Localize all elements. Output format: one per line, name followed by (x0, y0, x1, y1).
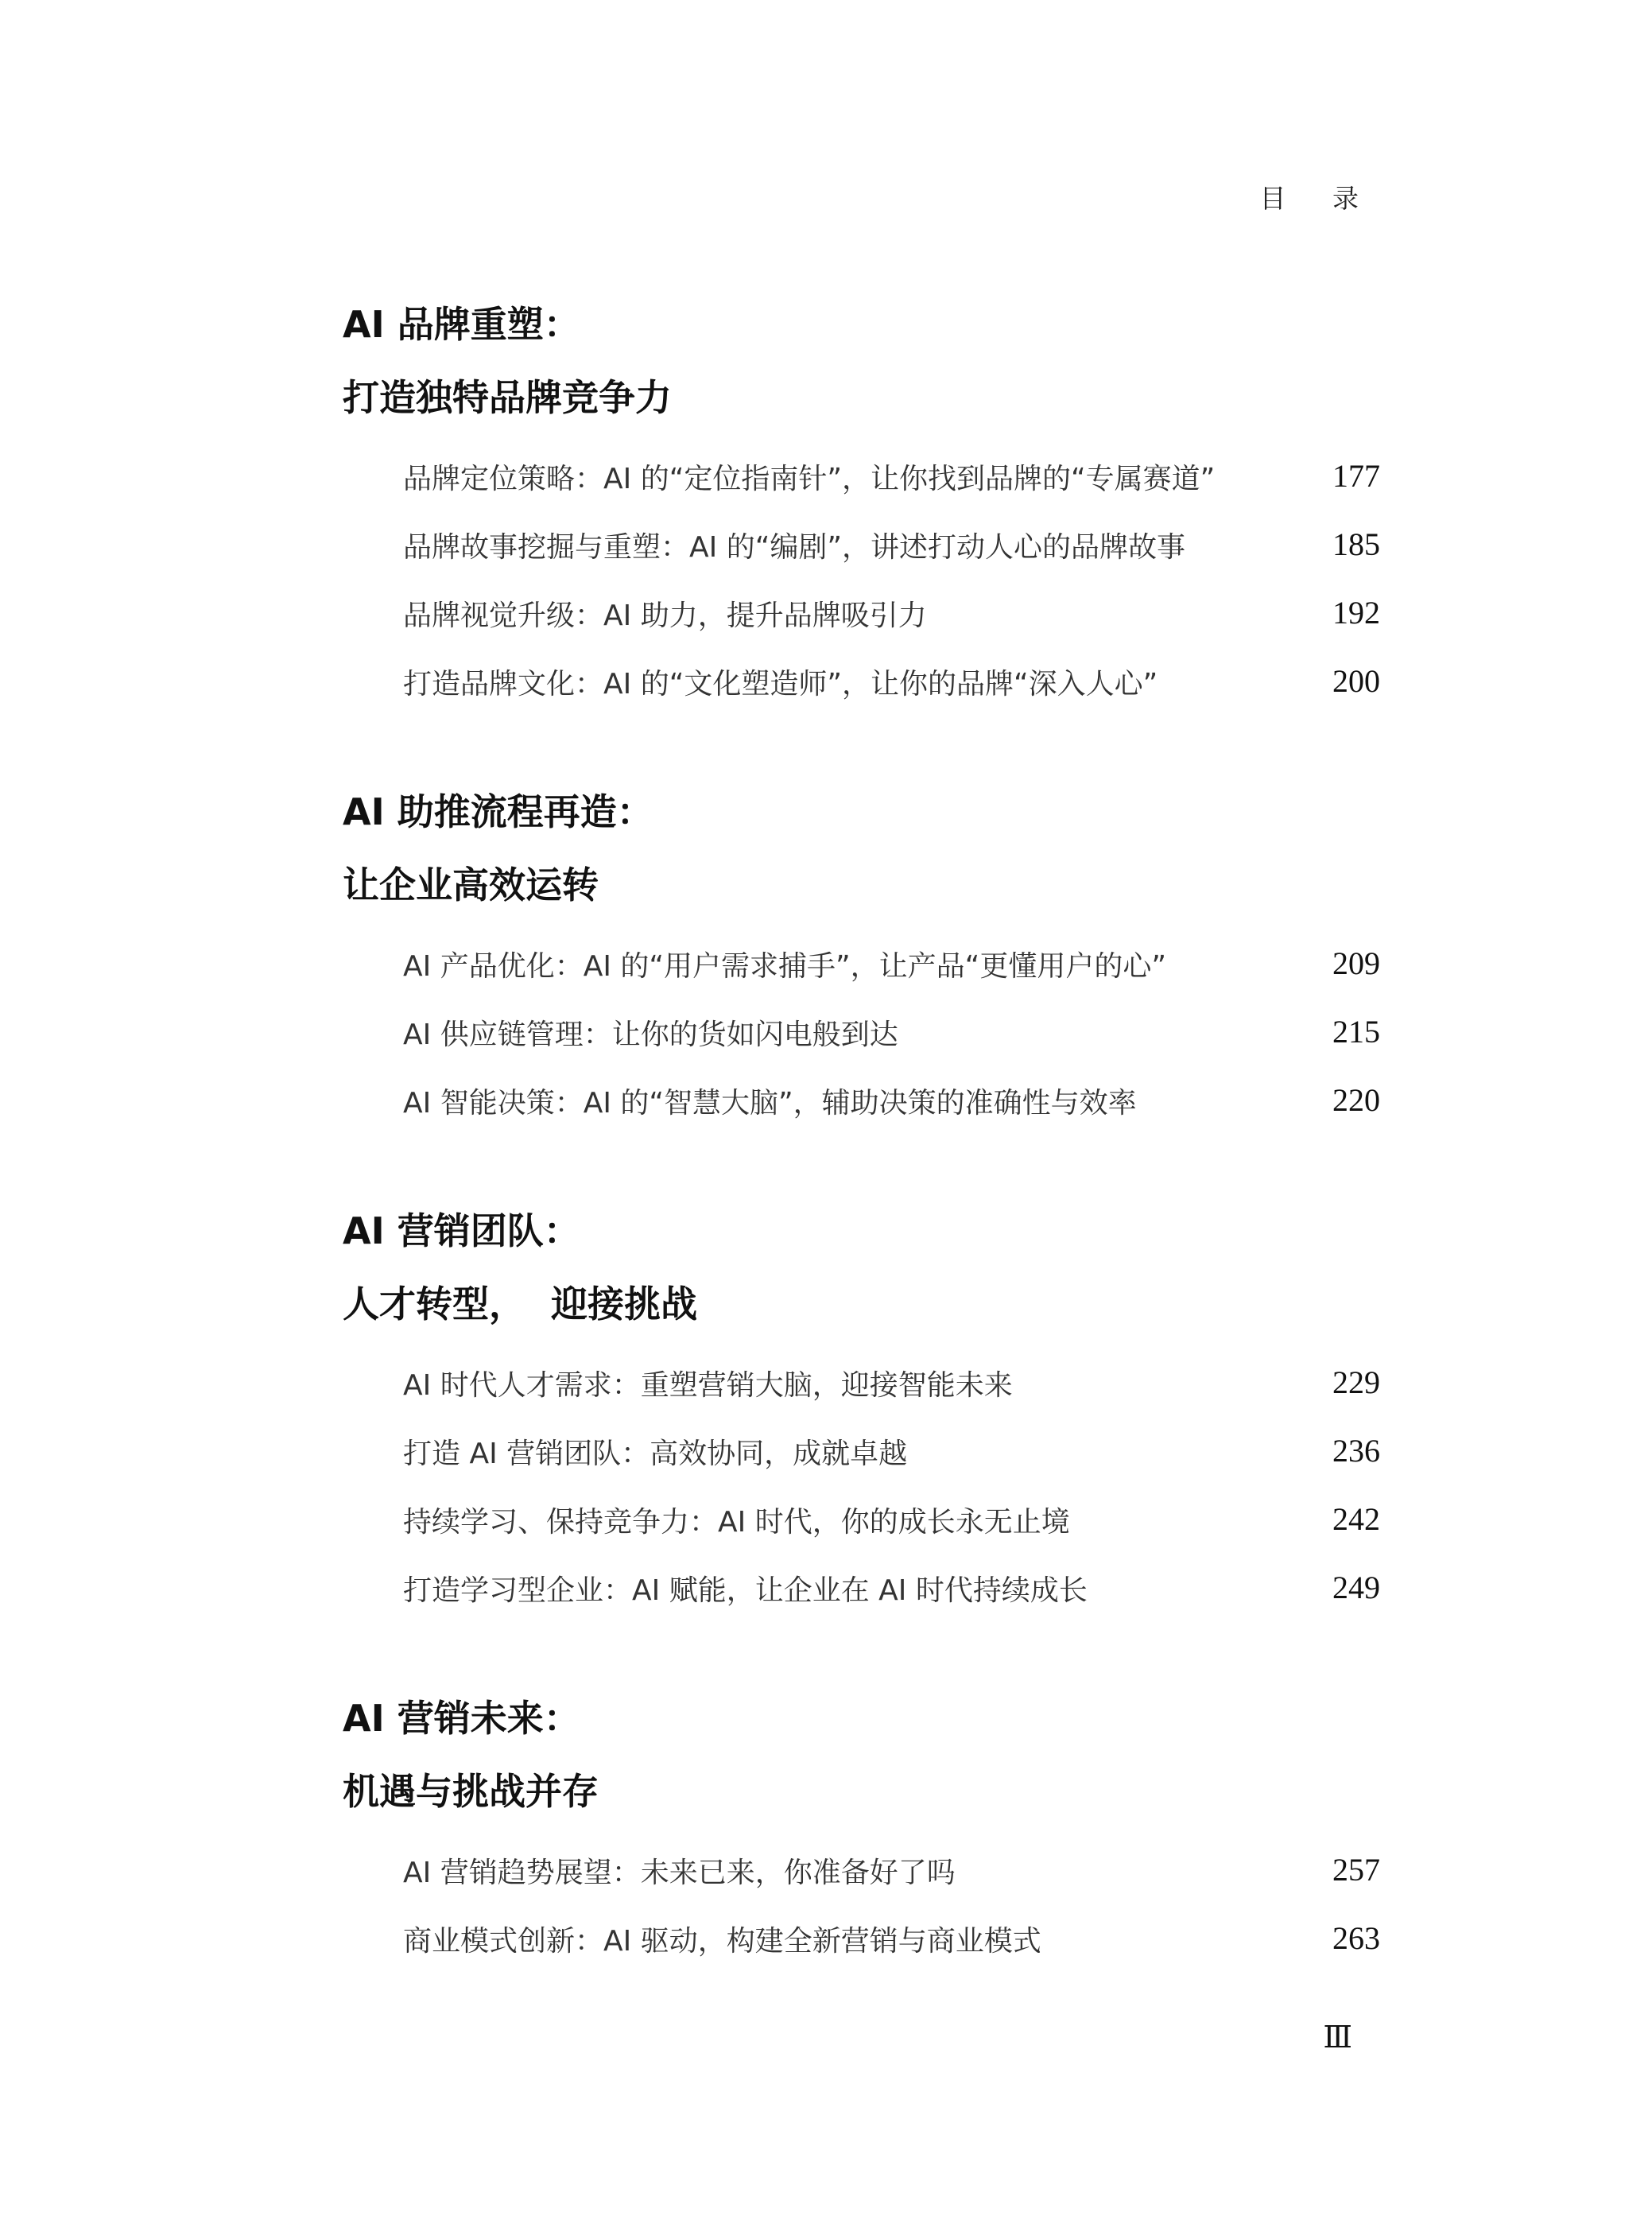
toc-entry-title: 打造品牌文化：AI 的“文化塑造师”，让你的品牌“深入人心” (403, 668, 1158, 701)
section-subtitle: 机遇与挑战并存 (343, 1770, 599, 1813)
toc-entry-title: 品牌故事挖掘与重塑：AI 的“编剧”，讲述打动人心的品牌故事 (403, 531, 1185, 564)
page-number: Ⅲ (1323, 2021, 1352, 2055)
section-subtitle: 让企业高效运转 (343, 864, 599, 906)
section-subtitle: 人才转型， 迎接挑战 (343, 1283, 698, 1325)
toc-entry[interactable] (343, 1907, 1380, 1976)
toc-entry-page: 177 (1332, 458, 1380, 494)
toc-entry-title: 打造学习型企业：AI 赋能，让企业在 AI 时代持续成长 (403, 1574, 1088, 1607)
toc-entry[interactable] (343, 1839, 1380, 1907)
section-title: AI 营销未来： (343, 1697, 580, 1740)
toc-entry[interactable] (343, 1488, 1380, 1557)
toc-entry-title: AI 产品优化：AI 的“用户需求捕手”，让产品“更懂用户的心” (403, 950, 1166, 983)
section-title: AI 品牌重塑： (343, 303, 580, 346)
toc-entry-title: AI 智能决策：AI 的“智慧大脑”，辅助决策的准确性与效率 (403, 1087, 1137, 1120)
toc-entry[interactable] (343, 1069, 1380, 1138)
section-title: AI 营销团队： (343, 1209, 580, 1252)
toc-section (343, 1682, 1380, 1976)
toc-entry-title: 商业模式创新：AI 驱动，构建全新营销与商业模式 (403, 1925, 1041, 1958)
toc-entry-title: 打造 AI 营销团队：高效协同，成就卓越 (403, 1438, 908, 1470)
toc-entries (343, 933, 1380, 1138)
toc-entry[interactable] (343, 1352, 1380, 1420)
toc-entry-page: 209 (1332, 945, 1380, 981)
toc-entry-title: 品牌定位策略：AI 的“定位指南针”，让你找到品牌的“专属赛道” (403, 463, 1216, 495)
toc-entry[interactable] (343, 582, 1380, 650)
toc-entry-page: 215 (1332, 1014, 1380, 1050)
running-header: 目 录 (1259, 183, 1378, 214)
toc-entry-page: 220 (1332, 1082, 1380, 1118)
toc-entry-title: 持续学习、保持竞争力：AI 时代，你的成长永无止境 (403, 1506, 1070, 1539)
toc-section (343, 775, 1380, 1138)
toc-entry[interactable] (343, 933, 1380, 1001)
toc-section (343, 288, 1380, 719)
toc-entry-page: 185 (1332, 526, 1380, 562)
toc-entry[interactable] (343, 1001, 1380, 1069)
toc-entry-title: AI 时代人才需求：重塑营销大脑，迎接智能未来 (403, 1369, 1013, 1402)
toc-entry-page: 192 (1332, 595, 1380, 631)
section-title: AI 助推流程再造： (343, 790, 653, 833)
toc-entry-page: 200 (1332, 663, 1380, 699)
toc-entries (343, 1839, 1380, 1976)
toc-entry[interactable] (343, 445, 1380, 514)
toc-entry-title: AI 营销趋势展望：未来已来，你准备好了吗 (403, 1857, 956, 1889)
toc-entry-title: AI 供应链管理：让你的货如闪电般到达 (403, 1019, 898, 1051)
toc-entry-page: 229 (1332, 1364, 1380, 1400)
toc-entry[interactable] (343, 1420, 1380, 1488)
toc-entry-page: 249 (1332, 1570, 1380, 1605)
toc-entries (343, 445, 1380, 719)
toc-section (343, 1194, 1380, 1625)
toc-entry-page: 263 (1332, 1920, 1380, 1956)
toc-entry[interactable] (343, 1557, 1380, 1625)
toc-entry[interactable] (343, 650, 1380, 719)
toc-entry-page: 236 (1332, 1433, 1380, 1469)
toc-entry-page: 257 (1332, 1852, 1380, 1888)
toc-entry-page: 242 (1332, 1501, 1380, 1537)
toc-entries (343, 1352, 1380, 1625)
toc-entry-title: 品牌视觉升级：AI 助力，提升品牌吸引力 (403, 600, 927, 632)
section-subtitle: 打造独特品牌竞争力 (343, 376, 672, 419)
toc-entry[interactable] (343, 514, 1380, 582)
